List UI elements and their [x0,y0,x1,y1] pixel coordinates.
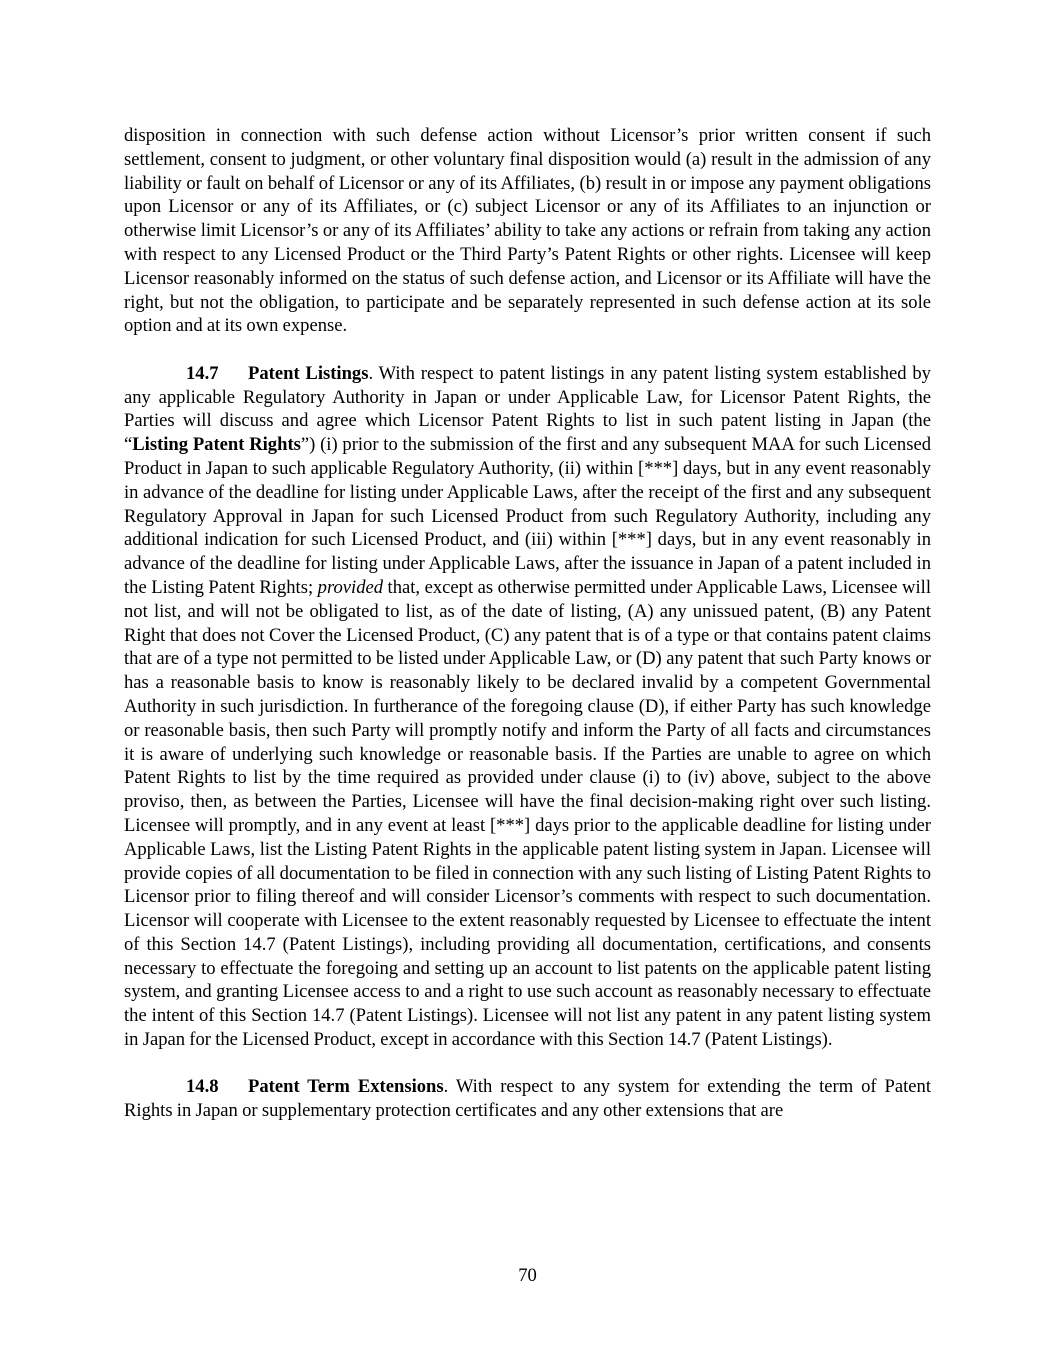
section-heading: Patent Listings [248,362,369,384]
page-number: 70 [518,1265,537,1286]
section-14-7 [124,362,931,1052]
section-number: 14.7 [186,362,219,384]
italic-term: provided [317,576,384,598]
section-text: . With respect to any system for extending the term of Patent Rights in Japan or supplementary protection certificates and any other extensions that are [124,1076,932,1122]
section-number: 14.8 [186,1076,219,1098]
defined-term: Listing Patent Rights [132,434,301,456]
section-heading: Patent Term Extensions [248,1076,444,1098]
document-page [124,124,931,1123]
section-text: that, except as otherwise permitted under Applicable Laws, Licensee will not list, and will not be obligated to list, as of the date of listing, (A) any unissued patent, (B) any Patent Right that does not Cover the Licensed Product, (C) any patent that is of a type or that contains patent claims that are of a type not permitted to be listed under Applicable Law, or (D) any patent that such Party knows or has a reasonable basis to know is reasonably likely to be declared invalid by a competent Governmental Authority in such jurisdiction. In furtherance of the foregoing clause (D), if either Party has such knowledge or reasonable basis, then such Party will promptly notify and inform the Party of all facts and circumstances it is aware of underlying such knowledge or reasonable basis. If the Parties are unable to agree on which Patent Rights to list by the time required as provided under clause (i) to (iv) above, subject to the above proviso, then, as between the Parties, Licensee will have the final decision-making right over such listing. Licensee will promptly, and in any event at least [***] days prior to the applicable deadline for listing under Applicable Laws, list the Listing Patent Rights in the applicable patent listing system in Japan. Licensee will provide copies of all documentation to be filed in connection with any such listing of Listing Patent Rights to Licensor prior to filing thereof and will consider Licensor’s comments with respect to such documentation. Licensor will cooperate with Licensee to the extent reasonably requested by Licensee to effectuate the intent of this Section 14.7 (Patent Listings), including providing all documentation, certifications, and consents necessary to effectuate the foregoing and setting up an account to list patents on the applicable patent listing system, and granting Licensee access to and a right to use such account as reasonably necessary to effectuate the intent of this Section 14.7 (Patent Listings). Licensee will not list any patent in any patent listing system in Japan for the Licensed Product, except in accordance with this Section 14.7 (Patent Listings). [124,576,931,1051]
paragraph-continuation: disposition in connection with such defense action without Licensor’s prior written consent if such settlement, consent to judgment, or other voluntary final disposition would (a) result in the admission of any liability or fault on behalf of Licensor or any of its Affiliates, (b) result in or impose any payment obligations upon Licensor or any of its Affiliates, or (c) subject Licensor or any of its Affiliates to an injunction or otherwise limit Licensor’s or any of its Affiliates’ ability to take any actions or refrain from taking any action with respect to any Licensed Product or the Third Party’s Patent Rights or other rights. Licensee will keep Licensor reasonably informed on the status of such defense action, and Licensor or its Affiliate will have the right, but not the obligation, to participate and be separately represented in such defense action at its sole option and at its own expense. [124,125,931,337]
section-text: ”) (i) prior to the submission of the first and any subsequent MAA for such Licensed Product in Japan to such applicable Regulatory Authority, (ii) within [***] days, but in any event reasonably in advance of the deadline for listing under Applicable Laws, after the receipt of the first and any subsequent Regulatory Approval in Japan for such Licensed Product from such Regulatory Authority, including any additional indication for such Licensed Product, and (iii) within [***] days, but in any event reasonably in advance of the deadline for listing under Applicable Laws, after the issuance in Japan of a patent included in the Listing Patent Rights; [124,434,932,598]
section-14-8 [124,1075,931,1123]
section-text: . With respect to patent listings in any patent listing system established by any applicable Regulatory Authority in Japan or under Applicable Law, for Licensor Patent Rights, the Parties will discuss and agree which Licensor Patent Rights to list in such patent listing in Japan (the “ [124,362,931,456]
